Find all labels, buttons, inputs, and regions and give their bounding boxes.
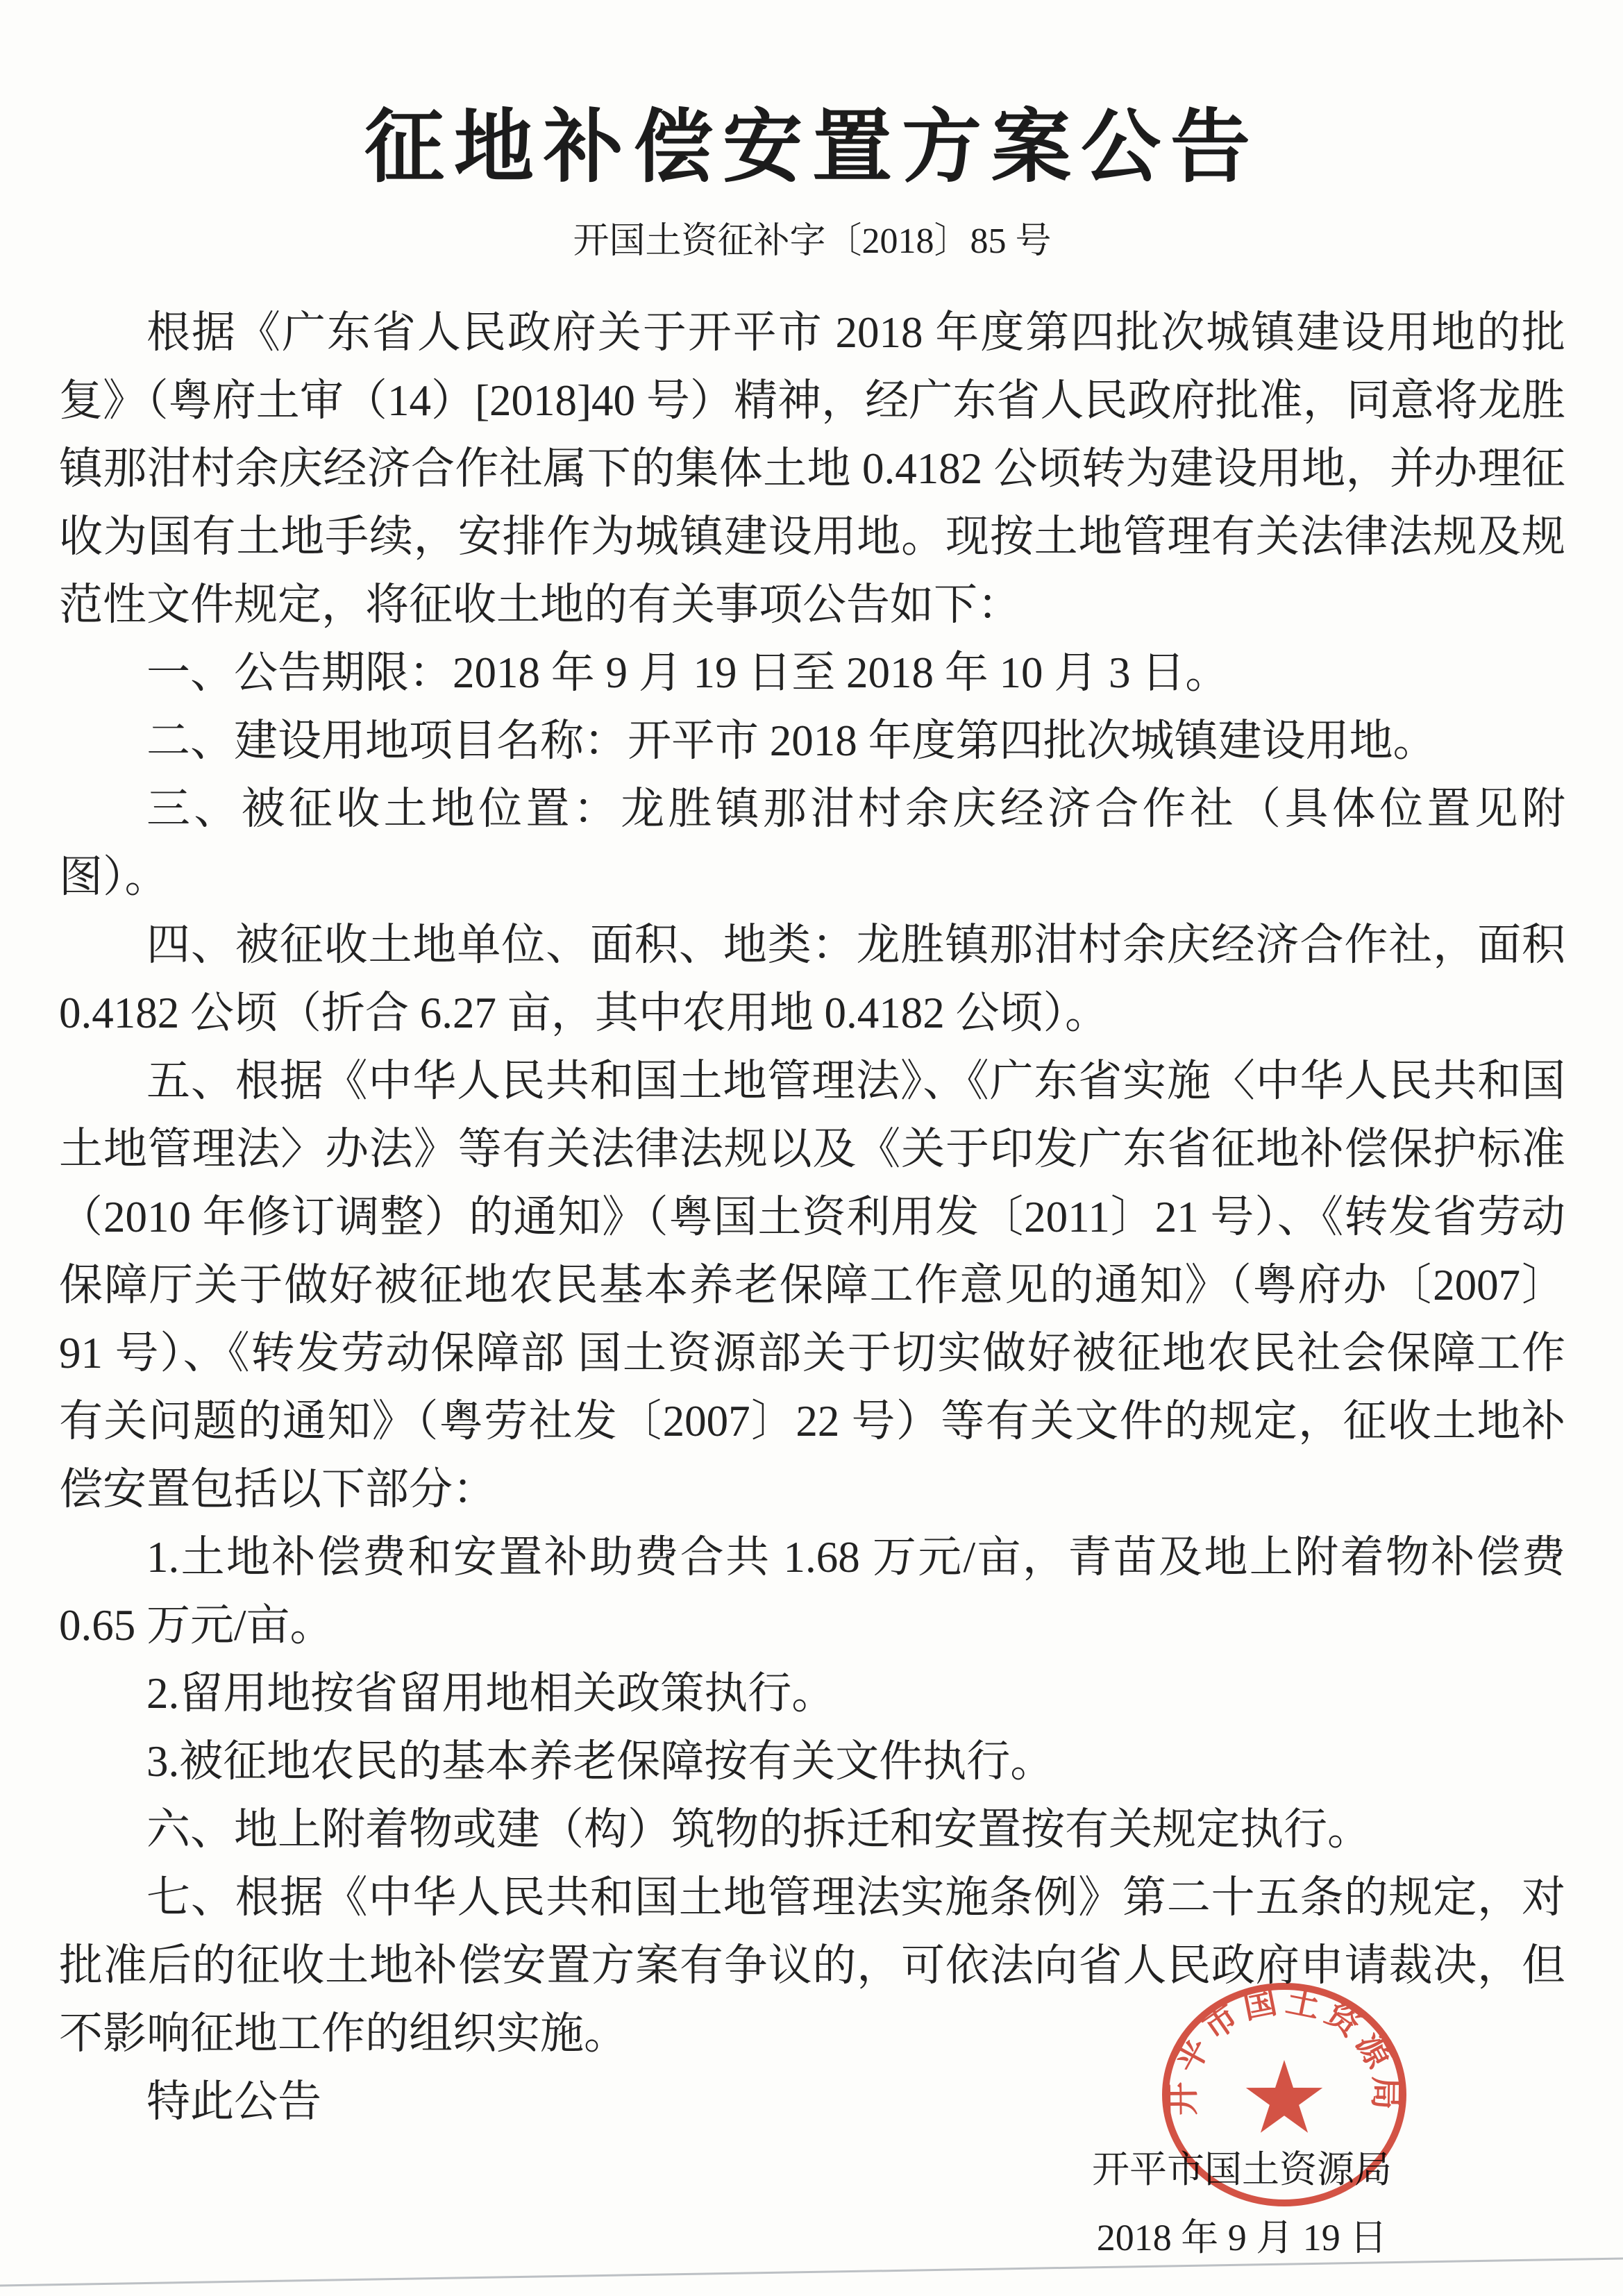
document-content	[59, 104, 1565, 2272]
body-paragraph: 七、根据《中华人民共和国土地管理法实施条例》第二十五条的规定，对批准后的征收土地补偿安置方案有争议的，可依法向省人民政府申请裁决，但不影响征地工作的组织实施。	[59, 1873, 1565, 2058]
body-paragraph: 二、建设用地项目名称：开平市 2018 年度第四批次城镇建设用地。	[146, 717, 1437, 765]
document-title: 征地补偿安置方案公告	[364, 103, 1260, 192]
body-paragraph: 五、根据《中华人民共和国土地管理法》、《广东省实施〈中华人民共和国土地管理法〉办法》等有关法律法规以及《关于印发广东省征地补偿保护标准（2010 年修订调整）的通知》（粤国土资利用发〔2011〕21 号）、《转发省劳动保障厅关于做好被征地农民基本养老保障工作意见的通知》（粤府办〔2007〕91 号）、《转发劳动保障部 国土资源部关于切实做好被征地农民社会保障工作有关问题的通知》（粤劳社发〔2007〕22 号）等有关文件的规定，征收土地补偿安置包括以下部分：	[59, 1057, 1565, 1514]
body-paragraph: 2.留用地按省留用地相关政策执行。	[146, 1669, 836, 1718]
body-paragraph: 一、公告期限：2018 年 9 月 19 日至 2018 年 10 月 3 日。	[146, 648, 1229, 697]
body-paragraph: 三、被征收土地位置：龙胜镇那泔村余庆经济合作社（具体位置见附图）。	[59, 785, 1565, 901]
body-paragraph: 根据《广东省人民政府关于开平市 2018 年度第四批次城镇建设用地的批复》（粤府土审（14）[2018]40 号）精神，经广东省人民政府批准，同意将龙胜镇那泔村余庆经济合作社属下的集体土地 0.4182 公顷转为建设用地，并办理征收为国有土地手续，安排作为城镇建设用地。现按土地管理有关法律法规及规范性文件规定，将征收土地的有关事项公告如下：	[59, 308, 1565, 629]
body-paragraph: 特此公告	[146, 2077, 321, 2126]
body-paragraph: 四、被征收土地单位、面积、地类：龙胜镇那泔村余庆经济合作社，面积 0.4182 公顷（折合 6.27 亩，其中农用地 0.4182 公顷）。	[59, 921, 1565, 1037]
document-body	[59, 299, 1565, 2136]
body-paragraph: 六、地上附着物或建（构）筑物的拆迁和安置按有关规定执行。	[146, 1805, 1371, 1854]
scan-artifact-line	[0, 2249, 1623, 2291]
issue-date: 2018 年 9 月 19 日	[1096, 2217, 1388, 2259]
body-paragraph: 3.被征地农民的基本养老保障按有关文件执行。	[146, 1737, 1054, 1786]
body-paragraph: 1.土地补偿费和安置补助费合共 1.68 万元/亩，青苗及地上附着物补偿费 0.65 万元/亩。	[59, 1533, 1565, 1650]
seal-ring-text: 开平市国土资源局	[1164, 1982, 1404, 2115]
document-number: 开国土资征补字〔2018〕85 号	[573, 221, 1052, 261]
issuing-agency: 开平市国土资源局	[1092, 2149, 1392, 2190]
